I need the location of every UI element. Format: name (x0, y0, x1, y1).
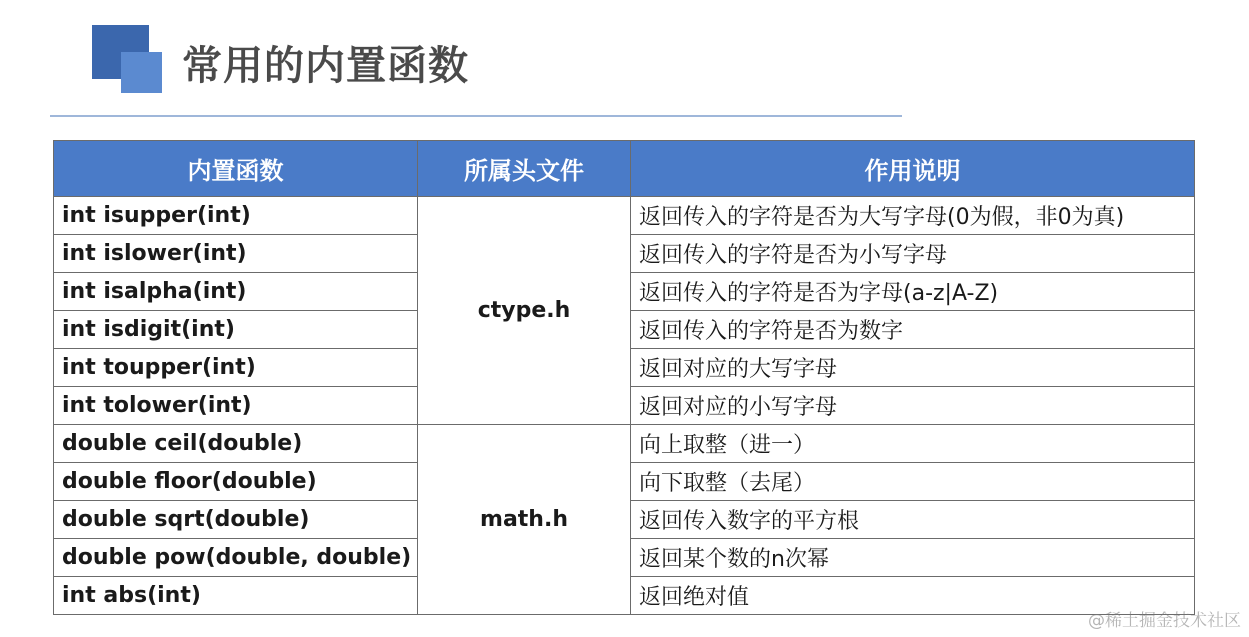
builtin-functions-table (53, 140, 1195, 615)
table-header-row (54, 141, 1195, 197)
description-cell: 返回传入的字符是否为字母(a-z|A-Z) (631, 273, 1195, 311)
description-cell: 返回某个数的n次幂 (631, 539, 1195, 577)
table-row (54, 425, 1195, 463)
description-cell: 向下取整（去尾） (631, 463, 1195, 501)
page-title: 常用的内置函数 (182, 43, 469, 89)
function-cell: int isdigit(int) (54, 311, 418, 349)
description-cell: 返回传入数字的平方根 (631, 501, 1195, 539)
watermark: @稀土掘金技术社区 (1088, 611, 1241, 631)
description-cell: 返回传入的字符是否为大写字母(0为假，非0为真) (631, 197, 1195, 235)
function-cell: int isalpha(int) (54, 273, 418, 311)
function-cell: double ceil(double) (54, 425, 418, 463)
column-header-description: 作用说明 (631, 141, 1195, 197)
description-cell: 返回对应的大写字母 (631, 349, 1195, 387)
description-cell: 返回传入的字符是否为小写字母 (631, 235, 1195, 273)
header-file-cell: ctype.h (418, 197, 631, 425)
function-cell: int abs(int) (54, 577, 418, 615)
description-cell: 返回对应的小写字母 (631, 387, 1195, 425)
function-cell: int isupper(int) (54, 197, 418, 235)
title-decoration-square-front (121, 52, 162, 93)
function-cell: double pow(double, double) (54, 539, 418, 577)
table-row (54, 197, 1195, 235)
function-cell: int tolower(int) (54, 387, 418, 425)
description-cell: 向上取整（进一） (631, 425, 1195, 463)
description-cell: 返回绝对值 (631, 577, 1195, 615)
function-cell: int toupper(int) (54, 349, 418, 387)
function-cell: double sqrt(double) (54, 501, 418, 539)
description-cell: 返回传入的字符是否为数字 (631, 311, 1195, 349)
title-divider (50, 115, 902, 117)
function-cell: double floor(double) (54, 463, 418, 501)
header-file-cell: math.h (418, 425, 631, 615)
column-header-header-file: 所属头文件 (418, 141, 631, 197)
function-cell: int islower(int) (54, 235, 418, 273)
column-header-function: 内置函数 (54, 141, 418, 197)
